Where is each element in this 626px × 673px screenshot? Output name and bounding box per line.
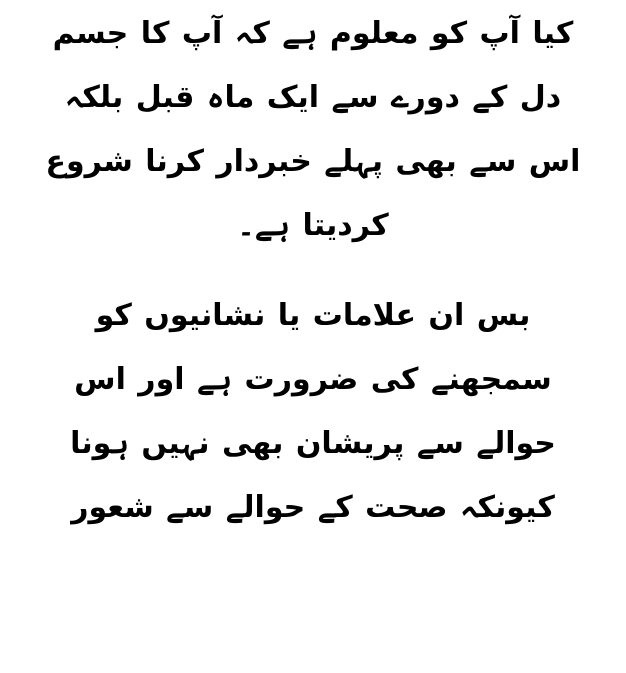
paragraph-1-line-2: دل کے دورے سے ایک ماہ قبل بلکہ <box>64 80 562 115</box>
paragraph-2-line-1: بس ان علامات یا نشانیوں کو <box>95 298 531 333</box>
paragraph-1-line-1: کیا آپ کو معلوم ہے کہ آپ کا جسم <box>52 16 574 51</box>
paragraph-1-line-4: کردیتا ہے۔ <box>237 208 389 243</box>
paragraph-2-line-3: حوالے سے پریشان بھی نہیں ہونا <box>70 426 556 461</box>
paragraph-2-line-2: سمجھنے کی ضرورت ہے اور اس <box>74 362 552 397</box>
paragraph-1 <box>14 2 612 258</box>
paragraph-2-line-4: کیونکہ صحت کے حوالے سے شعور <box>71 490 555 525</box>
paragraph-1-line-3: اس سے بھی پہلے خبردار کرنا شروع <box>45 144 581 179</box>
paragraph-2 <box>14 284 612 540</box>
